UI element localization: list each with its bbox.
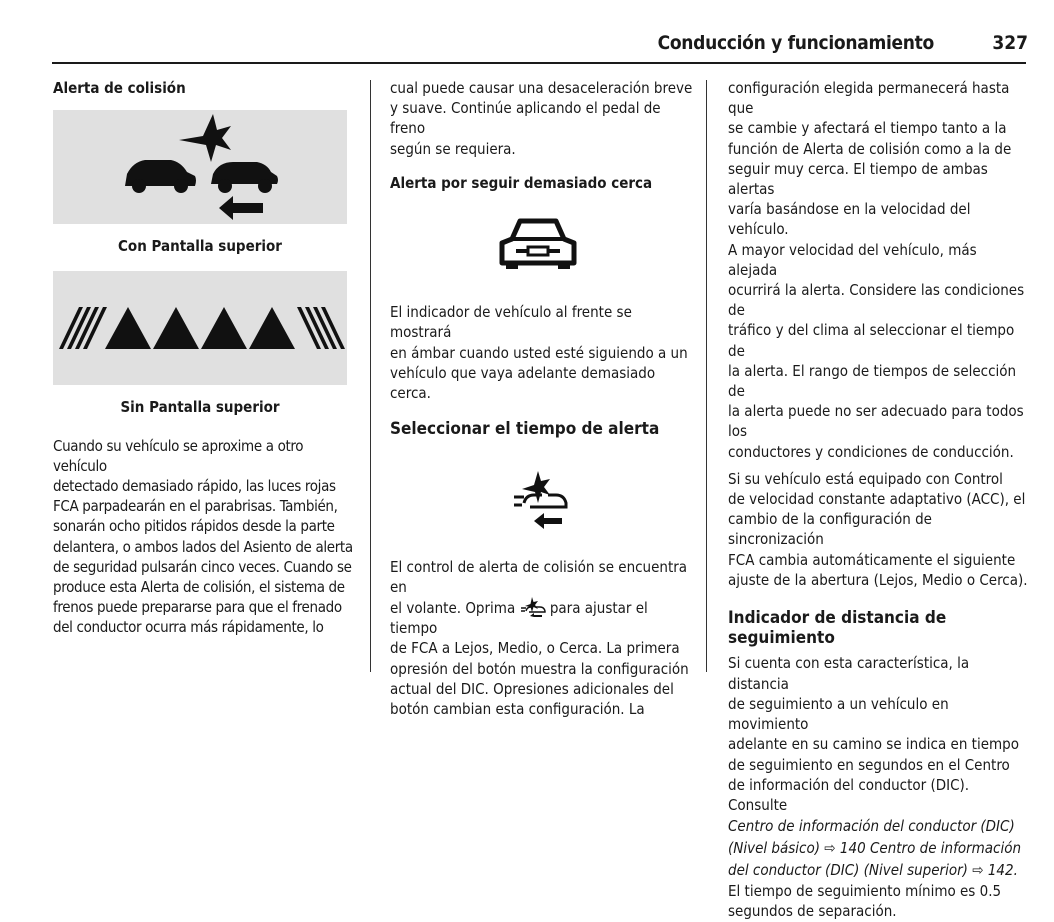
text-line: configuración elegida permanecerá hasta que — [728, 79, 1010, 118]
heading-select-alert-timing: Seleccionar el tiempo de alerta — [390, 419, 660, 440]
continued-paragraph — [390, 78, 695, 159]
header-rule — [52, 62, 1026, 64]
text-line: Si cuenta con esta característica, la distancia — [728, 654, 970, 693]
heading-following-too-close: Alerta por seguir demasiado cerca — [390, 173, 653, 192]
text-line: El indicador de vehículo al frente se mostrará — [390, 303, 632, 342]
text-line: seguir muy cerca. El tiempo de ambas alertas — [728, 159, 988, 199]
xref-text: Centro de información del conductor (DIC) — [728, 817, 1015, 836]
following-alert-body — [390, 302, 695, 403]
collision-alert-icon — [53, 110, 347, 224]
text-line: de seguridad pulsarán cinco veces. Cuando se — [53, 557, 352, 576]
text-line: y suave. Continúe aplicando el pedal de freno — [390, 99, 661, 138]
column-3 — [728, 74, 1028, 922]
cross-reference — [728, 815, 1028, 837]
text-line: opresión del botón muestra la configuración — [390, 659, 689, 678]
text-line: FCA cambia automáticamente el siguiente — [728, 550, 1016, 569]
warning-triangles-icon — [53, 271, 347, 385]
text-line: tráfico y del clima al seleccionar el tiempo de — [728, 321, 1015, 360]
text-line: de seguimiento a un vehículo en movimiento — [728, 694, 949, 734]
collision-alert-button-icon — [508, 467, 695, 536]
text-line: A mayor velocidad del vehículo, más alejada — [728, 240, 977, 279]
text-line: en ámbar cuando usted esté siguiendo a un — [390, 343, 688, 362]
text-line: botón cambian esta configuración. La — [390, 700, 645, 719]
text-line: segundos de separación. — [728, 902, 897, 921]
text-line: ajuste de la abertura (Lejos, Medio o Cerca). — [728, 570, 1028, 589]
figure-caption: Con Pantalla superior — [118, 237, 282, 256]
text-fragment: para ajustar el tiempo — [390, 599, 648, 638]
text-line: del conductor ocurra más rápidamente, lo — [53, 618, 324, 637]
text-line — [390, 597, 695, 638]
text-line: FCA parpadearán en el parabrisas. También, — [53, 497, 338, 516]
xref-text: Centro de información — [869, 839, 1022, 858]
text-line: cual puede causar una desaceleración breve — [390, 79, 693, 97]
figure-collision-alert-hud — [53, 110, 347, 224]
text-line: conductores y condiciones de conducción. — [728, 442, 1014, 461]
text-line: según se requiera. — [390, 139, 516, 158]
text-line: cambio de la configuración de sincronización — [728, 510, 932, 549]
figure-collision-alert-no-hud — [53, 271, 347, 385]
text-line: sonarán ocho pitidos rápidos desde la parte — [53, 517, 335, 536]
collision-alert-button-inline-icon — [520, 597, 546, 617]
select-alert-body — [390, 557, 695, 720]
column-1 — [53, 74, 353, 638]
page-reference-arrow-icon: ⇨ — [824, 839, 836, 858]
text-line: de velocidad constante adaptativo (ACC), el — [728, 490, 1026, 509]
acc-paragraph — [728, 469, 1028, 590]
text-line: frenos puede prepararse para que el frenado — [53, 598, 342, 617]
text-line: de información del conductor (DIC). Consulte — [728, 775, 970, 814]
collision-alert-body — [53, 436, 353, 638]
page-number: 327 — [992, 32, 1028, 54]
text-line: El tiempo de seguimiento mínimo es 0.5 — [728, 882, 1002, 901]
text-line: de FCA a Lejos, Medio, o Cerca. La primera — [390, 639, 680, 658]
column-divider — [706, 80, 707, 672]
text-fragment: el volante. Oprima — [390, 599, 516, 618]
heading-collision-alert: Alerta de colisión — [53, 79, 186, 97]
heading-following-distance: Indicador de distancia de seguimiento — [728, 608, 947, 649]
vehicle-ahead-icon — [498, 213, 695, 274]
text-line: El control de alerta de colisión se encuentra en — [390, 557, 688, 596]
text-line: la alerta. El rango de tiempos de selección de — [728, 361, 1017, 401]
text-line: de seguimiento en segundos en el Centro — [728, 755, 1010, 774]
text-line: ocurrirá la alerta. Considere las condiciones de — [728, 281, 1025, 320]
xref-page: 140 — [839, 839, 866, 858]
text-line: Si su vehículo está equipado con Control — [728, 469, 1003, 488]
figure-caption: Sin Pantalla superior — [120, 398, 280, 417]
text-line: se cambie y afectará el tiempo tanto a la — [728, 119, 1007, 138]
xref-text: (Nivel básico) — [728, 839, 820, 858]
section-title: Conducción y funcionamiento — [657, 32, 934, 54]
page-reference-arrow-icon: ⇨ — [972, 861, 984, 880]
cross-reference[interactable] — [728, 859, 1028, 881]
text-line: Cuando su vehículo se aproxime a otro vehículo — [53, 436, 304, 475]
column-divider — [370, 80, 371, 672]
text-line: actual del DIC. Opresiones adicionales del — [390, 679, 674, 698]
text-line: produce esta Alerta de colisión, el sistema de — [53, 578, 345, 597]
text-line: función de Alerta de colisión como a la de — [728, 139, 1012, 158]
xref-page: 142. — [987, 861, 1018, 880]
column-2 — [390, 74, 695, 719]
xref-text: del conductor (DIC) (Nivel superior) — [728, 861, 968, 880]
text-line: vehículo que vaya adelante demasiado cerca. — [390, 363, 656, 403]
text-line: detectado demasiado rápido, las luces rojas — [53, 477, 336, 496]
text-line: varía basándose en la velocidad del vehículo. — [728, 200, 971, 239]
timing-paragraph — [728, 78, 1028, 462]
text-line: la alerta puede no ser adecuado para todos los — [728, 402, 1024, 441]
text-line: adelante en su camino se indica en tiempo — [728, 735, 1019, 754]
text-line: delantera, o ambos lados del Asiento de alerta — [53, 537, 353, 556]
cross-reference[interactable] — [728, 837, 1028, 859]
distance-paragraph — [728, 653, 1028, 921]
